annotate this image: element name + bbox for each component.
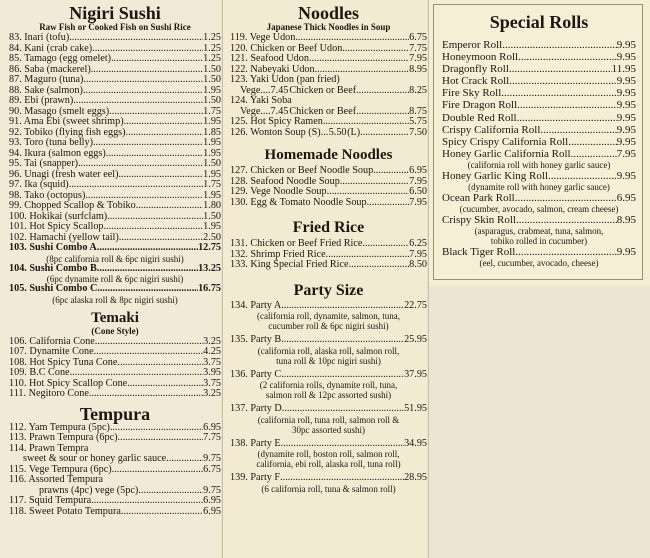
menu-item: 92. Tobiko (flying fish eggs) ..... 1.85 <box>9 128 221 139</box>
nigiri-subtitle: Raw Fish or Cooked Fish on Sushi Rice <box>39 22 191 32</box>
roll-note: (asparagus, crabmeat, tuna, salmon, <box>474 226 604 237</box>
party-title: Party Size <box>293 281 364 299</box>
roll-note: (eel, cucumber, avocado, cheese) <box>479 258 599 269</box>
menu-item: 137. Party D ..... 51.95 <box>230 404 427 415</box>
menu-item: 115. Vege Tempura (6pc) ..... 6.75 <box>9 465 221 476</box>
combo-item: 103. Sushi Combo A ..... 12.75 <box>9 243 221 254</box>
menu-item: Black Tiger Roll ..... 9.95 <box>442 246 636 258</box>
menu-item: 88. Sake (salmon) ..... 1.95 <box>9 86 221 97</box>
party-note: (california roll, tuna roll, salmon roll & <box>257 414 400 425</box>
party-list <box>230 301 427 494</box>
menu-item: 101. Hot Spicy Scallop ..... 1.95 <box>9 222 221 233</box>
menu-item: 96. Unagi (fresh water eel) ..... 1.95 <box>9 170 221 181</box>
party-note: (2 california rolls, dynamite roll, tuna, <box>259 380 398 390</box>
menu-item: 98. Tako (octopus) ..... 1.95 <box>9 191 221 202</box>
homemade-list <box>230 166 427 208</box>
menu-item: 102. Hamachi (yellow tail) ..... 2.50 <box>9 233 221 244</box>
menu-item-name: 114. Prawn Tempra <box>9 442 89 454</box>
menu-item: 130. Egg & Tomato Noodle Soup ..... 7.95 <box>230 198 427 209</box>
menu-item: 86. Saba (mackerel) ..... 1.50 <box>9 65 221 76</box>
menu-item: Honey Garlic King Roll ..... 9.95 <box>442 170 636 182</box>
tempura-list <box>9 423 221 518</box>
menu-item: 99. Chopped Scallop & Tobiko ..... 1.80 <box>9 201 221 212</box>
temaki-title: Temaki <box>91 309 139 326</box>
combo-item: 104. Sushi Combo B ..... 13.25 <box>9 264 221 275</box>
menu-item: 112. Yam Tempura (5pc) ..... 6.95 <box>9 423 221 434</box>
menu-item: 136. Party C ..... 37.95 <box>230 370 427 381</box>
combo-note: (8pc california roll & 6pc nigiri sushi) <box>46 253 184 264</box>
menu-item: 100. Hokikai (surfclam) ..... 1.50 <box>9 212 221 223</box>
menu-item: Double Red Roll ..... 9.95 <box>442 112 636 124</box>
menu-item: 108. Hot Spicy Tuna Cone ..... 3.75 <box>9 358 221 369</box>
menu-item: 83. Inari (tofu) ..... 1.25 <box>9 33 221 44</box>
menu-item: 128. Seafood Noodle Soup ..... 7.95 <box>230 177 427 188</box>
menu-item: Fire Sky Roll ..... 9.95 <box>442 87 636 99</box>
party-note: (california roll, dynamite, salmon, tuna, <box>257 311 400 321</box>
noodles-subtitle: Japanese Thick Noodles in Soup <box>266 22 391 32</box>
menu-item: 106. California Cone ..... 3.25 <box>9 337 221 348</box>
menu-item-name: 123. Yaki Udon (pan fried) <box>230 74 340 85</box>
menu-item: 129. Vege Noodle Soup ..... 6.50 <box>230 187 427 198</box>
menu-item: 87. Maguro (tuna) ..... 1.50 <box>9 75 221 86</box>
menu-item: 109. B.C Cone ..... 3.95 <box>9 368 221 379</box>
middle-column <box>222 0 427 558</box>
menu-item: Fire Dragon Roll ..... 9.95 <box>442 99 636 111</box>
menu-item-name: 116. Assorted Tempura <box>9 474 104 485</box>
combo-note: (6pc alaska roll & 8pc nigiri sushi) <box>52 294 178 305</box>
nigiri-list <box>9 33 221 305</box>
menu-item: 133. King Special Fried Rice ..... 8.50 <box>230 260 427 271</box>
friedrice-list <box>230 239 427 271</box>
nigiri-title: Nigiri Sushi <box>69 3 161 23</box>
roll-note: (california roll with honey garlic sauce) <box>467 159 611 170</box>
party-note: cucumber roll & 6pc nigiri sushi) <box>268 321 389 331</box>
menu-item: Emperor Roll ..... 9.95 <box>442 39 636 51</box>
menu-item: 110. Hot Spicy Scallop Cone ..... 3.75 <box>9 379 221 390</box>
menu-item: sweet & sour or honey garlic sauce ..... 9.75 <box>9 454 221 465</box>
menu-item: Crispy Skin Roll ..... 8.95 <box>442 214 636 226</box>
friedrice-title: Fried Rice <box>292 219 365 236</box>
menu-item: Vege....7.45 Chicken or Beef ..... 8.25 <box>230 86 427 97</box>
menu-item: 135. Party B ..... 25.95 <box>230 335 427 346</box>
menu-item: 122. Nabeyaki Udon ..... 8.95 <box>230 65 427 76</box>
right-column <box>428 0 650 558</box>
special-rolls-box <box>433 4 643 280</box>
menu-item-name: 124. Yaki Soba <box>230 95 292 106</box>
tempura-title: Tempura <box>79 403 151 424</box>
menu-item: 113. Prawn Tempura (6pc) ..... 7.75 <box>9 433 221 444</box>
menu-item: 95. Tai (snapper) ..... 1.50 <box>9 159 221 170</box>
left-column <box>0 0 221 558</box>
menu-item: Honeymoon Roll ..... 9.95 <box>442 51 636 63</box>
temaki-subtitle: (Cone Style) <box>91 325 139 336</box>
menu-item: 138. Party E ..... 34.95 <box>230 439 427 450</box>
menu-item: 120. Chicken or Beef Udon ..... 7.75 <box>230 44 427 55</box>
menu-item: 119. Vege Udon ..... 6.75 <box>230 33 427 44</box>
party-note: 30pc assorted sushi) <box>292 424 365 435</box>
party-note: california, ebi roll, alaska roll, tuna roll) <box>256 459 401 469</box>
party-note: salmon roll & 12pc assorted sushi) <box>265 390 392 400</box>
menu-item: 91. Ama Ebi (sweet shrimp) ..... 1.95 <box>9 117 221 128</box>
menu-item: prawns (4pc) vege (5pc) ..... 9.75 <box>9 486 221 497</box>
menu-item: 121. Seafood Udon ..... 7.95 <box>230 54 427 65</box>
menu-item: 127. Chicken or Beef Noodle Soup ..... 6.95 <box>230 166 427 177</box>
menu-item: 117. Squid Tempura ..... 6.95 <box>9 496 221 507</box>
roll-note: (cucumber, avocado, salmon, cream cheese) <box>459 204 619 215</box>
menu-item: 85. Tamago (egg omelet) ..... 1.25 <box>9 54 221 65</box>
noodles-list <box>230 33 427 138</box>
noodles-title: Noodles <box>297 3 359 23</box>
menu-item: 97. Ika (squid) ..... 1.75 <box>9 180 221 191</box>
party-note: tuna roll & 10pc nigiri sushi) <box>276 355 381 366</box>
menu-item: 126. Wonton Soup (S) ..... 5.50 (L) ..... 7.50 <box>230 128 427 139</box>
menu-item: 111. Negitoro Cone ..... 3.25 <box>9 389 221 400</box>
menu-item: Crispy California Roll ..... 9.95 <box>442 124 636 136</box>
menu-item: Spicy Crispy California Roll ..... 9.95 <box>442 136 636 148</box>
homemade-title: Homemade Noodles <box>264 147 393 163</box>
menu-item: 132. Shrimp Fried Rice ..... 7.95 <box>230 250 427 261</box>
menu-item: 131. Chicken or Beef Fried Rice ..... 6.25 <box>230 239 427 250</box>
combo-note: (6pc dynamite roll & 6pc nigiri sushi) <box>46 274 184 284</box>
menu-item: Hot Crack Roll ..... 9.95 <box>442 75 636 87</box>
blank-panel <box>429 286 650 558</box>
menu-item: 89. Ebi (prawn) ..... 1.50 <box>9 96 221 107</box>
party-note: (6 california roll, tuna & salmon roll) <box>261 483 396 494</box>
menu-item: 139. Party F ..... 28.95 <box>230 473 427 484</box>
menu-item: 134. Party A ..... 22.75 <box>230 301 427 312</box>
roll-note: (dynamite roll with honey garlic sauce) <box>468 182 610 193</box>
roll-note: tobiko rolled in cucumber) <box>490 236 588 247</box>
menu-item: Vege....7.45 Chicken or Beef ..... 8.75 <box>230 107 427 118</box>
party-note: (dynamite roll, boston roll, salmon roll, <box>257 449 400 459</box>
temaki-list <box>9 337 221 400</box>
menu-item: 84. Kani (crab cake) ..... 1.25 <box>9 44 221 55</box>
menu-item: Dragonfly Roll ..... 11.95 <box>442 63 636 75</box>
combo-item: 105. Sushi Combo C ..... 16.75 <box>9 284 221 295</box>
menu-item: 118. Sweet Potato Tempura ..... 6.95 <box>9 507 221 518</box>
menu-item: 125. Hot Spicy Ramen ..... 5.75 <box>230 117 427 128</box>
menu-item: 90. Masago (smelt eggs) ..... 1.75 <box>9 107 221 118</box>
party-note: (california roll, alaska roll, salmon roll, <box>257 345 400 356</box>
menu-item: 94. Ikura (salmon eggs) ..... 1.95 <box>9 149 221 160</box>
menu-item: 93. Toro (tuna belly) ..... 1.95 <box>9 138 221 149</box>
menu-item: Honey Garlic California Roll ..... 7.95 <box>442 148 636 160</box>
special-title: Special Rolls <box>489 12 589 32</box>
menu-item: 107. Dynamite Cone ..... 4.25 <box>9 347 221 358</box>
menu-item: Ocean Park Roll ..... 6.95 <box>442 192 636 204</box>
